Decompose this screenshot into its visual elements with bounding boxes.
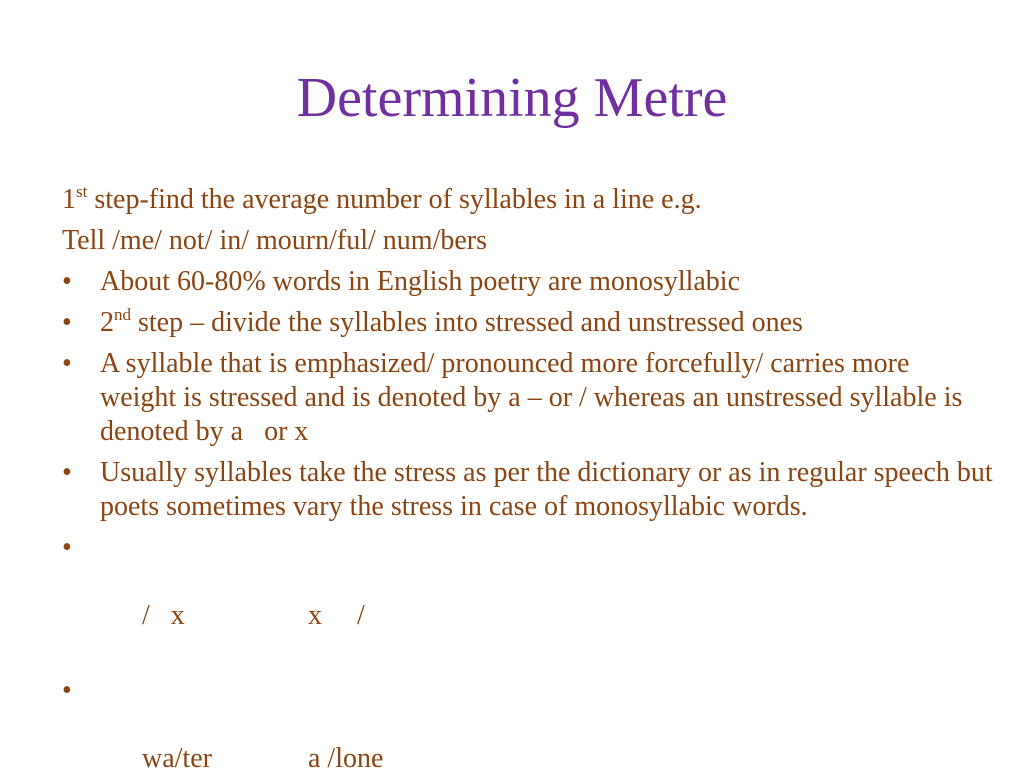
bullet-glyph: •	[62, 307, 72, 338]
example-line: Tell /me/ not/ in/ mourn/ful/ num/bers	[62, 225, 487, 256]
bullet-glyph: •	[62, 532, 72, 563]
bullet-item	[62, 265, 962, 299]
bullet-item	[62, 456, 1000, 524]
step-one-ordinal: st	[76, 182, 88, 201]
bullet-text: A syllable that is emphasized/ pronounced more forcefully/ carries more weight is stressed and is denoted by a – or / whereas an unstressed syllable is denoted by a or x	[100, 348, 970, 447]
bullet-item	[62, 531, 962, 667]
example-word-left: wa/ter	[142, 743, 212, 768]
bullet-glyph: •	[62, 266, 72, 297]
step-two-ordinal: nd	[114, 305, 131, 324]
bullet-glyph: •	[62, 457, 72, 488]
step-two-text: step – divide the syllables into stressed and unstressed ones	[131, 307, 803, 338]
stress-pattern-right: x /	[308, 600, 365, 631]
bullet-item	[62, 674, 962, 768]
bullet-item	[62, 306, 962, 340]
step-one-line	[62, 183, 962, 217]
bullet-glyph: •	[62, 348, 72, 379]
slide-body	[62, 182, 993, 768]
example-word-right: a /lone	[308, 743, 384, 768]
step-one-text: step-find the average number of syllables in a line e.g.	[87, 184, 702, 215]
bullet-text: Usually syllables take the stress as per the dictionary or as in regular speech but poets sometimes vary the stress in case of monosyllabic words.	[100, 457, 993, 522]
bullet-text: About 60-80% words in English poetry are monosyllabic	[100, 266, 741, 297]
step-two-number: 2	[100, 307, 114, 338]
step-one-number: 1	[62, 184, 76, 215]
stress-pattern-left: / x	[142, 600, 185, 631]
bullet-glyph: •	[62, 675, 72, 706]
bullet-item	[62, 347, 970, 449]
slide-title: Determining Metre	[296, 67, 728, 129]
